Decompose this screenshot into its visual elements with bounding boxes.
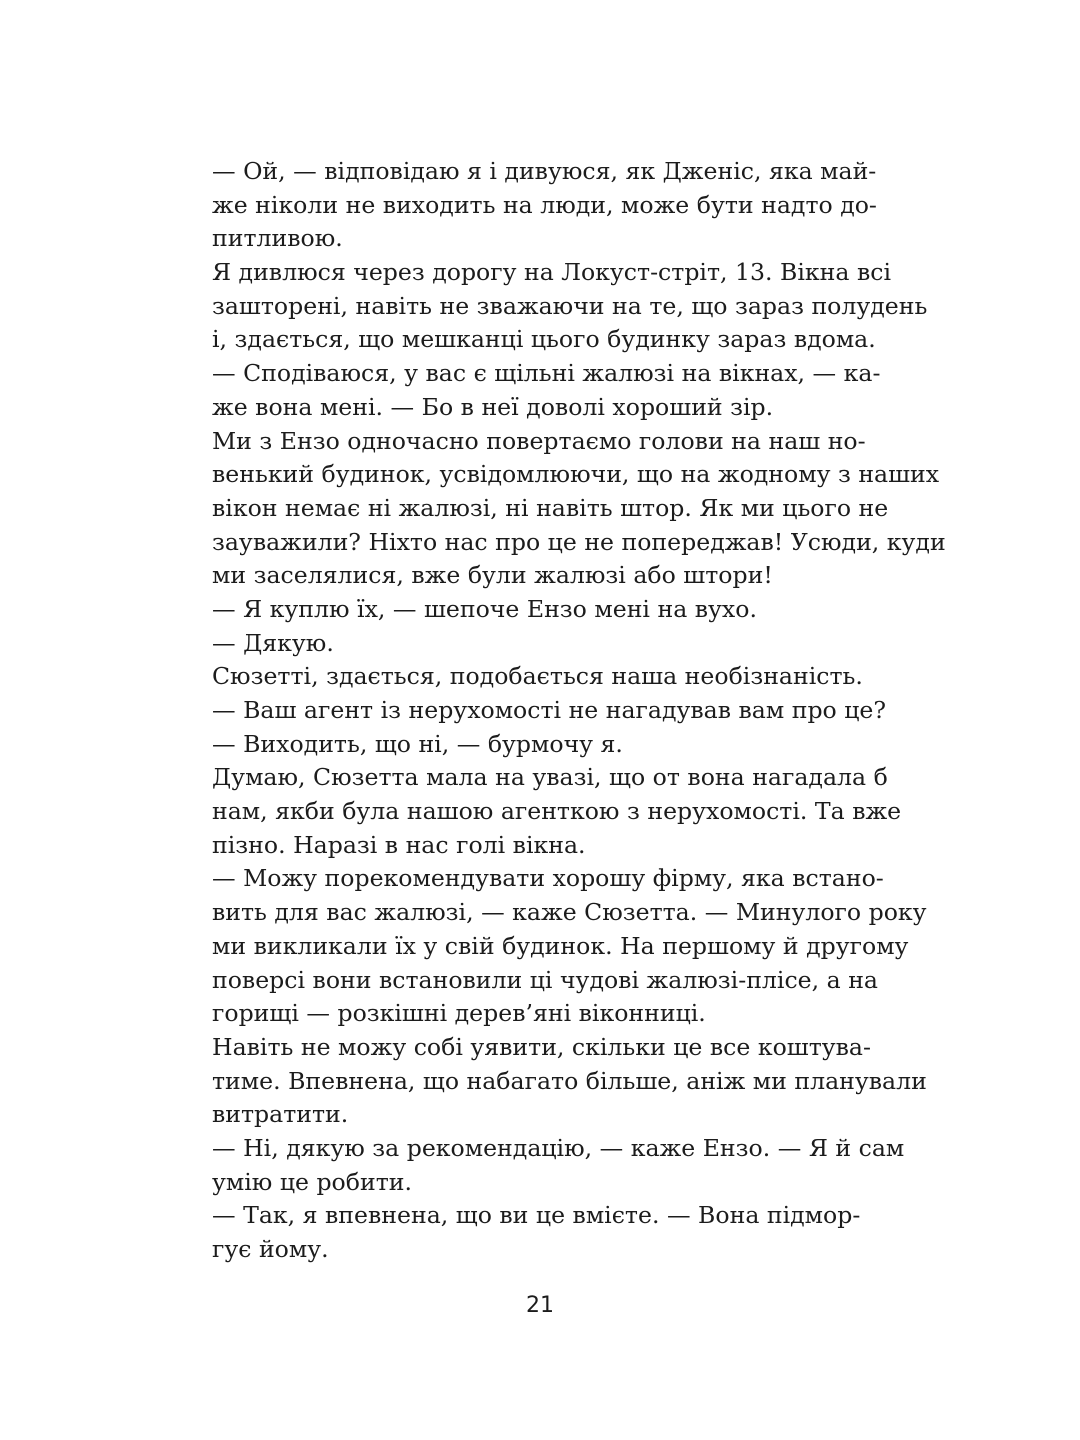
text-line: зашторені, навіть не зважаючи на те, що зараз полудень: [212, 291, 928, 320]
text-line: — Ой, — відповідаю я і дивуюся, як Дженіс, яка май-: [212, 157, 877, 185]
text-line: Я дивлюся через дорогу на Локуст-стріт, 13. Вікна всі: [212, 258, 891, 287]
text-line: нам, якби була нашою агенткою з нерухомості. Та вже: [212, 797, 902, 826]
text-line: горищі — розкішні дерев’яні віконниці.: [212, 999, 706, 1028]
text-line: Ми з Ензо одночасно повертаємо голови на наш но-: [212, 426, 866, 455]
text-line: ми викликали їх у свій будинок. На першому й другому: [212, 931, 909, 960]
text-line: пізно. Наразі в нас голі вікна.: [212, 830, 586, 859]
text-line: — Так, я впевнена, що ви це вмієте. — Вона підмор-: [212, 1201, 861, 1230]
text-line: гує йому.: [212, 1235, 329, 1263]
text-line: — Я куплю їх, — шепоче Ензо мені на вухо.: [212, 594, 757, 623]
text-line: питливою.: [212, 224, 343, 253]
text-line: — Можу порекомендувати хорошу фірму, яка встано-: [212, 864, 884, 893]
text-line: і, здається, що мешканці цього будинку зараз вдома.: [212, 325, 876, 354]
text-line: витратити.: [212, 1100, 349, 1129]
text-line: Сюзетті, здається, подобається наша необізнаність.: [212, 662, 863, 691]
body-text: [212, 155, 946, 1267]
text-line: зауважили? Ніхто нас про це не попереджав! Усюди, куди: [212, 527, 946, 556]
text-line: же ніколи не виходить на люди, може бути надто до-: [212, 190, 877, 219]
text-line: поверсі вони встановили ці чудові жалюзі-плісе, а на: [212, 965, 878, 994]
text-line: — Ні, дякую за рекомендацію, — каже Ензо. — Я й сам: [212, 1133, 905, 1162]
text-line: венький будинок, усвідомлюючи, що на жодному з наших: [212, 460, 940, 489]
text-line: — Ваш агент із нерухомості не нагадував вам про це?: [212, 696, 887, 724]
text-line: ми заселялися, вже були жалюзі або штори!: [212, 561, 773, 590]
text-line: — Дякую.: [212, 628, 334, 657]
text-line: умію це робити.: [212, 1167, 412, 1196]
text-line: вікон немає ні жалюзі, ні навіть штор. Як ми цього не: [212, 493, 889, 522]
text-line: же вона мені. — Бо в неї доволі хороший зір.: [212, 392, 774, 421]
text-line: — Сподіваюся, у вас є щільні жалюзі на вікнах, — ка-: [212, 359, 881, 388]
text-line: — Виходить, що ні, — бурмочу я.: [212, 729, 623, 758]
page-number: 21: [526, 1293, 554, 1318]
text-line: вить для вас жалюзі, — каже Сюзетта. — Минулого року: [212, 898, 927, 927]
text-line: Навіть не можу собі уявити, скільки це все коштува-: [212, 1032, 871, 1061]
text-line: Думаю, Сюзетта мала на увазі, що от вона нагадала б: [212, 763, 888, 792]
text-line: тиме. Впевнена, що набагато більше, аніж ми планували: [212, 1066, 927, 1095]
